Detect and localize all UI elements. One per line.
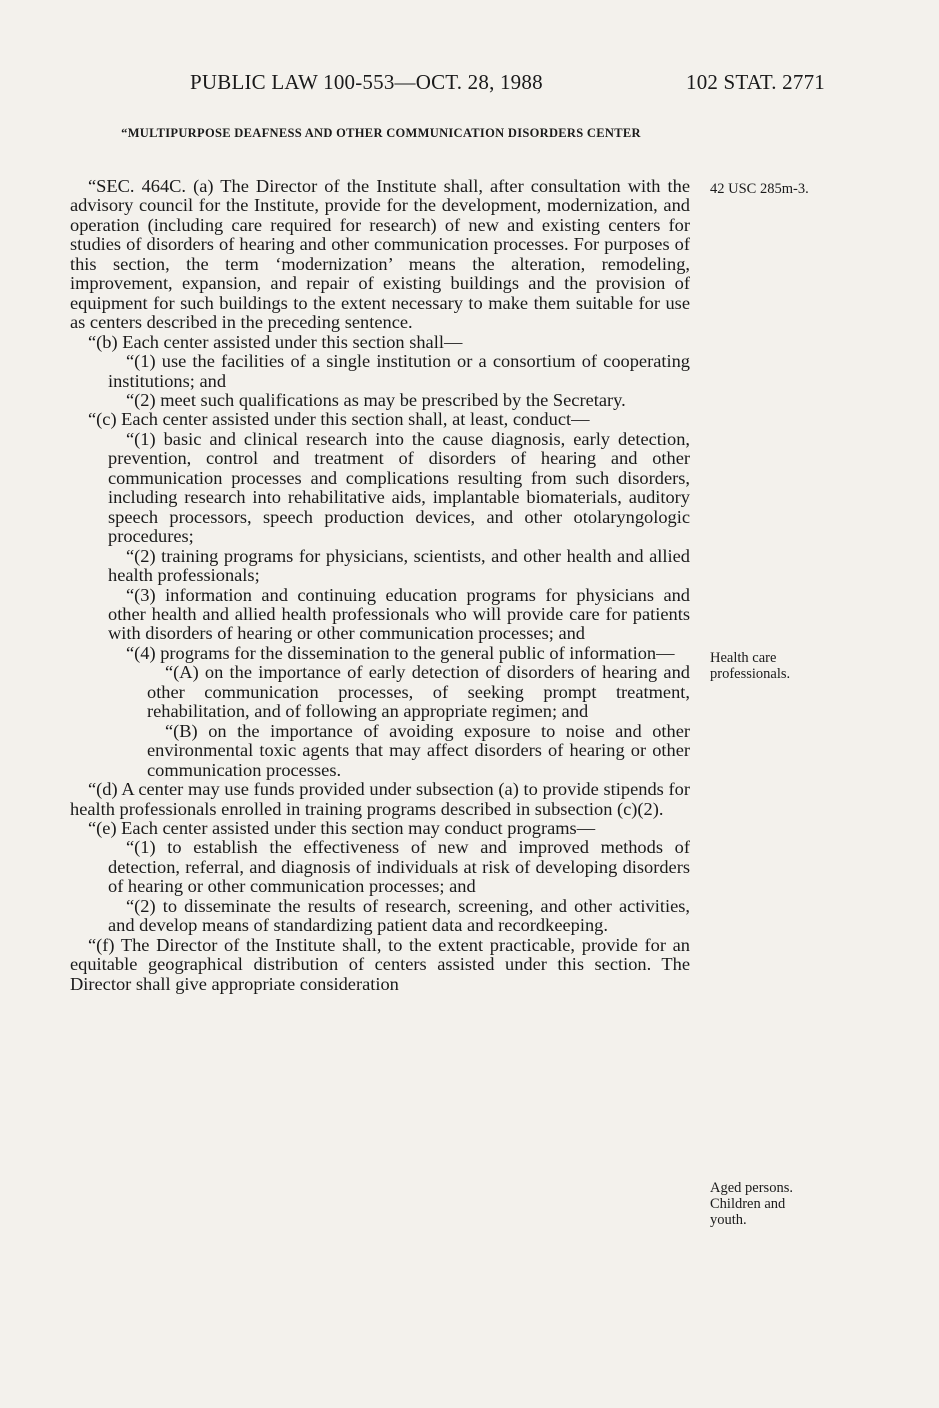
paragraph-c-4-b: “(B) on the importance of avoiding exposure to noise and other environmental toxic agents that may affect disorders of hearing or other communication processes. — [147, 720, 690, 780]
margin-note-aged: Aged persons. — [710, 1180, 793, 1196]
paragraph-b: “(b) Each center assisted under this section shall— — [88, 331, 463, 352]
paragraph-sec-464c-a: “SEC. 464C. (a) The Director of the Institute shall, after consultation with the advisory council for the Institute, provide for the development, modernization, and operation (including care required for research) of new and existing centers for studies of disorders of hearing and other communication processes. For purposes of this section, the term ‘modernization’ means the alteration, remodeling, improvement, expansion, and repair of existing buildings and the provision of equipment for such buildings to the extent necessary to make them suitable for use as centers described in the preceding sentence. — [70, 176, 690, 333]
paragraph-b-1: “(1) use the facilities of a single institution or a consortium of cooperating institutions; and — [108, 351, 690, 391]
paragraph-b-2: “(2) meet such qualifications as may be prescribed by the Secretary. — [126, 389, 626, 410]
paragraph-c-4: “(4) programs for the dissemination to the general public of information— — [126, 642, 675, 663]
section-body — [70, 177, 690, 994]
paragraph-f: “(f) The Director of the Institute shall, to the extent practicable, provide for an equitable geographical distribution of centers assisted under this section. The Director shall give appropriate consideration — [70, 934, 690, 994]
margin-note-usc: 42 USC 285m-3. — [710, 181, 809, 197]
margin-note-health-care: Health care professionals. — [710, 650, 791, 682]
paragraph-e-2: “(2) to disseminate the results of research, screening, and other activities, and develop means of standardizing patient data and recordkeeping. — [108, 895, 690, 936]
paragraph-c-4-a: “(A) on the importance of early detection of disorders of hearing and other communication processes, of seeking prompt treatment, rehabilitation, and of following an appropriate regimen; and — [147, 662, 690, 722]
section-heading: “MULTIPURPOSE DEAFNESS AND OTHER COMMUNICATION DISORDERS CENTER — [121, 126, 641, 140]
paragraph-c-2: “(2) training programs for physicians, scientists, and other health and allied health professionals; — [108, 545, 690, 586]
margin-note-children: Children and youth. — [710, 1196, 786, 1228]
paragraph-c-3: “(3) information and continuing education programs for physicians and other health and allied health professionals who will provide care for patients with disorders of hearing or other communication processes; and — [108, 584, 690, 644]
paragraph-e: “(e) Each center assisted under this section may conduct programs— — [88, 817, 596, 838]
paragraph-c-1: “(1) basic and clinical research into the cause diagnosis, early detection, prevention, control and treatment of disorders of hearing and other communication processes and complications resulting from such disorders, including research into rehabilitative aids, implantable biomaterials, auditory speech processors, speech production devices, and other otolaryngologic procedures; — [108, 428, 690, 547]
page-number: 102 STAT. 2771 — [686, 70, 825, 94]
paragraph-e-1: “(1) to establish the effectiveness of new and improved methods of detection, referral, and diagnosis of individuals at risk of developing disorders of hearing or other communication processes; and — [108, 837, 690, 897]
running-header: PUBLIC LAW 100-553—OCT. 28, 1988 — [190, 70, 543, 94]
paragraph-c: “(c) Each center assisted under this section shall, at least, conduct— — [88, 409, 590, 430]
paragraph-d: “(d) A center may use funds provided under subsection (a) to provide stipends for health professionals enrolled in training programs described in subsection (c)(2). — [70, 779, 690, 819]
